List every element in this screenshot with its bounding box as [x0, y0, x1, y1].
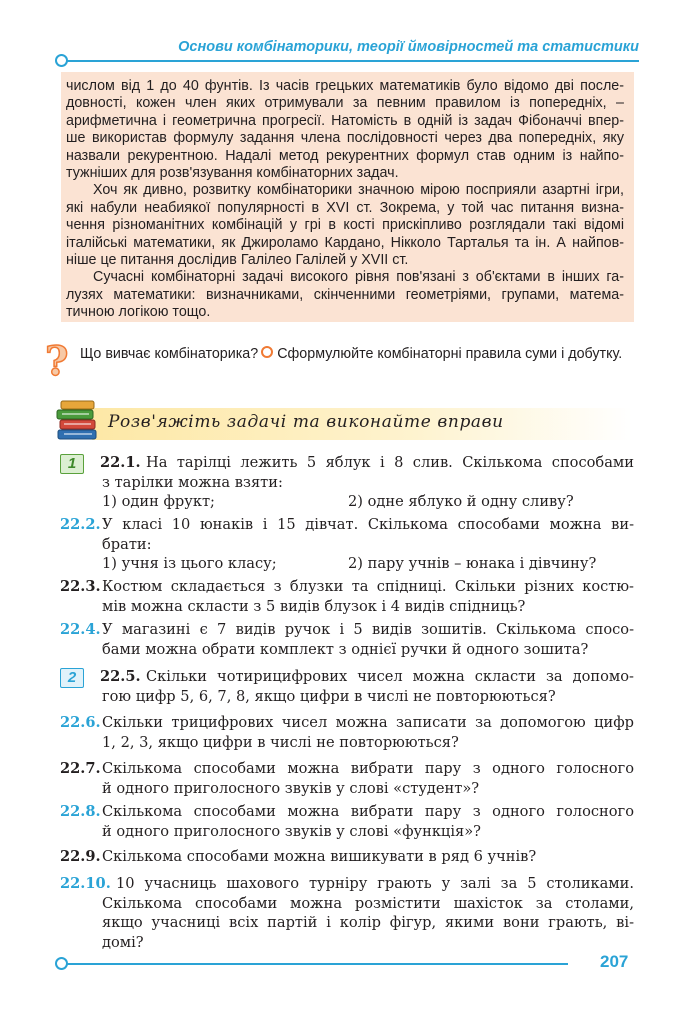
problem-number: 22.6. [60, 714, 101, 731]
text-line: чення різноманітних комбінацій у грі в кості прискіпливо розглядали такі відомі [66, 217, 624, 234]
books-icon [56, 396, 98, 442]
problem-22-10 [60, 874, 634, 952]
text-line: Хоч як дивно, розвитку комбінаторики значною мірою посприяли азартні ігри, [93, 182, 624, 199]
svg-text:?: ? [45, 341, 69, 385]
problem-number: 22.9. [60, 848, 101, 865]
problem-option-1: 1) один фрукт; [102, 493, 215, 510]
problem-text: Скількома способами можна вибрати пару з одного голосного [102, 803, 634, 820]
problem-text: Скількома способами можна розмістити шахісток за столами, [102, 894, 634, 912]
problem-text: Скількома способами можна вишикувати в ряд 6 учнів? [102, 848, 537, 865]
problem-22-4 [60, 620, 634, 659]
text-line: довності, кожен член яких отримували за певним правилом із попередніх, – [66, 95, 624, 112]
text-line: назвали рекурентною. Надалі метод рекурентних формул став одним із найпо- [66, 147, 624, 164]
text-line: лузях математики: визначниками, скінченними геометріями, групами, матема- [66, 286, 624, 303]
header-rule-dot [55, 54, 68, 67]
problem-22-9 [60, 847, 634, 867]
running-header: Основи комбінаторики, теорії ймовірностей та статистики [178, 39, 639, 55]
bullet-circle-icon [261, 346, 273, 358]
text-line: які набули неабиякої популярності в XVI ст. Зокрема, у той час питання визна- [66, 199, 624, 216]
section-title: Розв'яжіть задачі та виконайте вправи [108, 412, 504, 432]
problem-text: й одного приголосного звуків у слові «студент»? [102, 779, 480, 797]
text-line: арифметична і геометрична прогресії. Натомість в одній із задач Фібоначчі впер- [66, 112, 624, 129]
problem-text: мів можна скласти з 5 видів блузок і 4 видів спідниць? [102, 597, 526, 615]
problem-22-3 [60, 577, 634, 616]
problem-option-2: 2) пару учнів – юнака і дівчину? [348, 555, 597, 572]
problem-number: 22.3. [60, 578, 101, 595]
problem-number: 22.5. [100, 668, 141, 685]
review-question-2: Сформулюйте комбінаторні правила суми і добутку. [277, 346, 623, 362]
header-rule [64, 60, 639, 62]
text-line: тужніших для розв'язування комбінаторних задач. [66, 165, 399, 182]
problem-number: 22.7. [60, 760, 101, 777]
history-paragraph-2 [66, 182, 624, 269]
question-mark-icon [44, 341, 74, 385]
problem-text: бами можна обрати комплект з однієї ручки й одного зошита? [102, 640, 589, 658]
text-line: тичною логікою тощо. [66, 304, 211, 321]
page-number: 207 [600, 952, 629, 971]
problem-option-1: 1) учня із цього класу; [102, 555, 277, 572]
footer-rule-dot [55, 957, 68, 970]
problem-22-1 [60, 453, 634, 512]
text-line: ніше це питання дослідив Галілео Галілей у XVII ст. [66, 252, 409, 269]
problem-22-2 [60, 515, 634, 574]
history-paragraph-1 [66, 78, 624, 182]
problem-22-8 [60, 802, 634, 841]
review-questions [80, 346, 622, 362]
problem-text: гою цифр 5, 6, 7, 8, якщо цифри в числі не повторюються? [102, 687, 556, 705]
problem-text: У класі 10 юнаків і 15 дівчат. Скількома способами можна ви- [102, 516, 634, 533]
problem-text: Скільки чотирицифрових чисел можна скласти за допомо- [146, 668, 634, 685]
problem-number: 22.4. [60, 621, 101, 638]
problem-text: з тарілки можна взяти: [102, 473, 283, 491]
history-paragraph-3 [66, 269, 624, 321]
level-2-badge: 2 [60, 668, 84, 688]
problem-number: 22.2. [60, 516, 101, 533]
review-question-1: Що вивчає комбінаторика? [80, 346, 259, 362]
problem-text: 10 учасниць шахового турніру грають у залі за 5 столиками. [116, 875, 634, 892]
problem-text: й одного приголосного звуків у слові «функція»? [102, 822, 481, 840]
text-line: числом від 1 до 40 фунтів. Із часів грецьких математиків було відомо дві после- [66, 78, 624, 94]
problem-text: У магазині є 7 видів ручок і 5 видів зошитів. Скількома спосо- [102, 621, 634, 638]
problem-text: домі? [102, 933, 144, 951]
footer-rule [64, 963, 568, 965]
text-line: Сучасні комбінаторні задачі високого рівня пов'язані з об'єктами в інших га- [93, 269, 624, 286]
problem-22-7 [60, 759, 634, 798]
problem-text: Скількома способами можна вибрати пару з одного голосного [102, 760, 634, 777]
problem-text: брати: [102, 535, 152, 553]
text-line: італійські математики, як Джироламо Кардано, Нікколо Тарталья та ін. А найпов- [66, 234, 624, 251]
level-1-badge: 1 [60, 454, 84, 474]
problem-number: 22.10. [60, 875, 111, 892]
problem-number: 22.8. [60, 803, 101, 820]
text-line: ше використав формулу задання члена послідовності через два попередніх, яку [66, 130, 624, 147]
problem-number: 22.1. [100, 454, 141, 471]
problem-text: На тарілці лежить 5 яблук і 8 слив. Скількома способами [146, 454, 634, 471]
history-box [61, 72, 634, 322]
problem-22-6 [60, 713, 634, 752]
problem-text: Костюм складається з блузки та спідниці. Скільки різних костю- [102, 578, 634, 595]
problem-text: 1, 2, 3, якщо цифри в числі не повторюються? [102, 733, 459, 751]
problem-text: Скільки трицифрових чисел можна записати за допомогою цифр [102, 714, 634, 731]
problem-22-5 [60, 667, 634, 706]
problem-text: якщо учасниці всіх партій і колір фігур, якими вони грають, ві- [102, 914, 634, 931]
problem-option-2: 2) одне яблуко й одну сливу? [348, 493, 574, 510]
